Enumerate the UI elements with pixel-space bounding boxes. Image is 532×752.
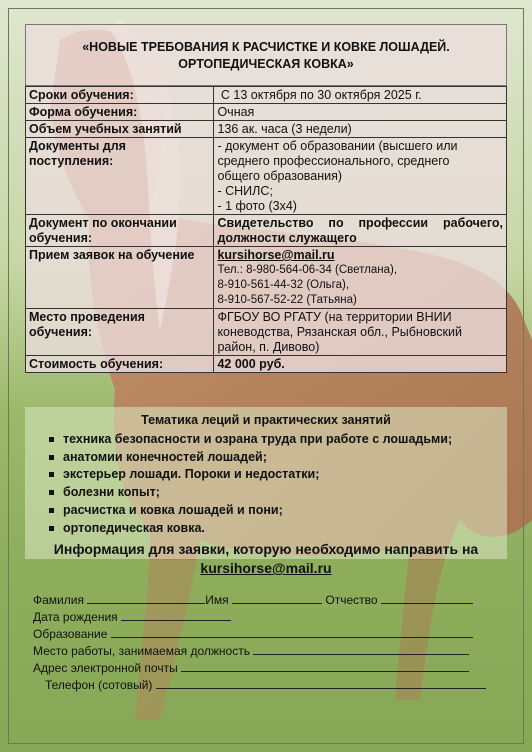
cost-value: 42 000 руб.: [214, 356, 507, 373]
phone-label: Телефон (сотовый): [45, 678, 153, 692]
patronymic-field[interactable]: [381, 592, 473, 604]
documents-line-3: общего образования): [217, 169, 343, 183]
phone-3: 8-910-567-52-22 (Татьяна): [217, 294, 357, 306]
birthdate-field[interactable]: [121, 609, 231, 621]
completion-label: Документ по окончании обучения:: [26, 215, 214, 247]
row-place: [26, 309, 507, 356]
applications-value: [214, 247, 507, 309]
completion-value: Свидетельство по профессии рабочего, должности служащего: [214, 215, 507, 247]
form-row-email: [33, 660, 499, 677]
volume-label: Объем учебных занятий: [26, 121, 214, 138]
email-field[interactable]: [181, 660, 469, 672]
row-volume: [26, 121, 507, 138]
form-row-workplace: [33, 643, 499, 660]
row-form: [26, 104, 507, 121]
topic-item: расчистка и ковка лошадей и пони;: [49, 502, 507, 520]
phone-field[interactable]: [156, 677, 486, 689]
documents-line-1: - документ об образовании (высшего или: [217, 139, 458, 153]
education-field[interactable]: [111, 626, 473, 638]
volume-value: 136 ак. часа (3 недели): [214, 121, 507, 138]
phone-2: 8-910-561-44-32 (Ольга),: [217, 279, 350, 291]
form-label: Форма обучения:: [26, 104, 214, 121]
documents-line-5: - 1 фото (3х4): [217, 199, 297, 213]
topics-section: [25, 407, 507, 559]
topic-item: ортопедическая ковка.: [49, 520, 507, 538]
topics-heading: Тематика леций и практических занятий: [141, 413, 391, 427]
form-value: Очная: [214, 104, 507, 121]
form-row-names: [33, 592, 499, 609]
form-row-phone: [33, 677, 499, 694]
email-label: Адрес электронной почты: [33, 661, 178, 675]
applications-label: Прием заявок на обучение: [26, 247, 214, 309]
application-text: Информация для заявки, которую необходимо направить на: [53, 541, 479, 557]
row-dates: [26, 87, 507, 104]
education-label: Образование: [33, 627, 108, 641]
form-row-birthdate: [33, 609, 499, 626]
application-form: [33, 592, 499, 694]
name-label: Имя: [205, 593, 229, 607]
surname-label: Фамилия: [33, 593, 84, 607]
title-line-2: ОРТОПЕДИЧЕСКАЯ КОВКА»: [178, 57, 354, 71]
title-box: [25, 24, 507, 86]
application-info: [25, 540, 507, 578]
title-line-1: «НОВЫЕ ТРЕБОВАНИЯ К РАСЧИСТКЕ И КОВКЕ ЛОШАДЕЙ.: [82, 40, 450, 54]
topic-item: экстерьер лошади. Пороки и недостатки;: [49, 466, 507, 484]
document-sheet: [25, 24, 507, 722]
row-cost: [26, 356, 507, 373]
application-email-link[interactable]: kursihorse@mail.ru: [200, 560, 332, 576]
documents-line-4: - СНИЛС;: [217, 184, 273, 198]
form-row-education: [33, 626, 499, 643]
topics-list: [25, 431, 507, 537]
workplace-field[interactable]: [253, 643, 469, 655]
documents-label: Документы для поступления:: [26, 138, 214, 215]
documents-value: [214, 138, 507, 215]
dates-value: С 13 октября по 30 октября 2025 г.: [214, 87, 507, 104]
name-field[interactable]: [232, 592, 322, 604]
place-value: ФГБОУ ВО РГАТУ (на территории ВНИИ коневодства, Рязанская обл., Рыбновский район, п. Дивово): [214, 309, 507, 356]
topic-item: анатомии конечностей лошадей;: [49, 449, 507, 467]
topic-item: техника безопасности и озрана труда при работе с лошадьми;: [49, 431, 507, 449]
row-documents: [26, 138, 507, 215]
row-applications: [26, 247, 507, 309]
topic-item: болезни копыт;: [49, 484, 507, 502]
course-info-table: [25, 86, 507, 373]
documents-line-2: среднего профессионального, среднего: [217, 154, 450, 168]
phone-1: Тел.: 8-980-564-06-34 (Светлана),: [217, 264, 398, 276]
row-completion: [26, 215, 507, 247]
patronymic-label: Отчество: [325, 593, 378, 607]
dates-label: Сроки обучения:: [26, 87, 214, 104]
applications-email-link[interactable]: kursihorse@mail.ru: [217, 248, 335, 262]
workplace-label: Место работы, занимаемая должность: [33, 644, 250, 658]
cost-label: Стоимость обучения:: [26, 356, 214, 373]
birthdate-label: Дата рождения: [33, 610, 118, 624]
place-label: Место проведения обучения:: [26, 309, 214, 356]
surname-field[interactable]: [87, 592, 205, 604]
